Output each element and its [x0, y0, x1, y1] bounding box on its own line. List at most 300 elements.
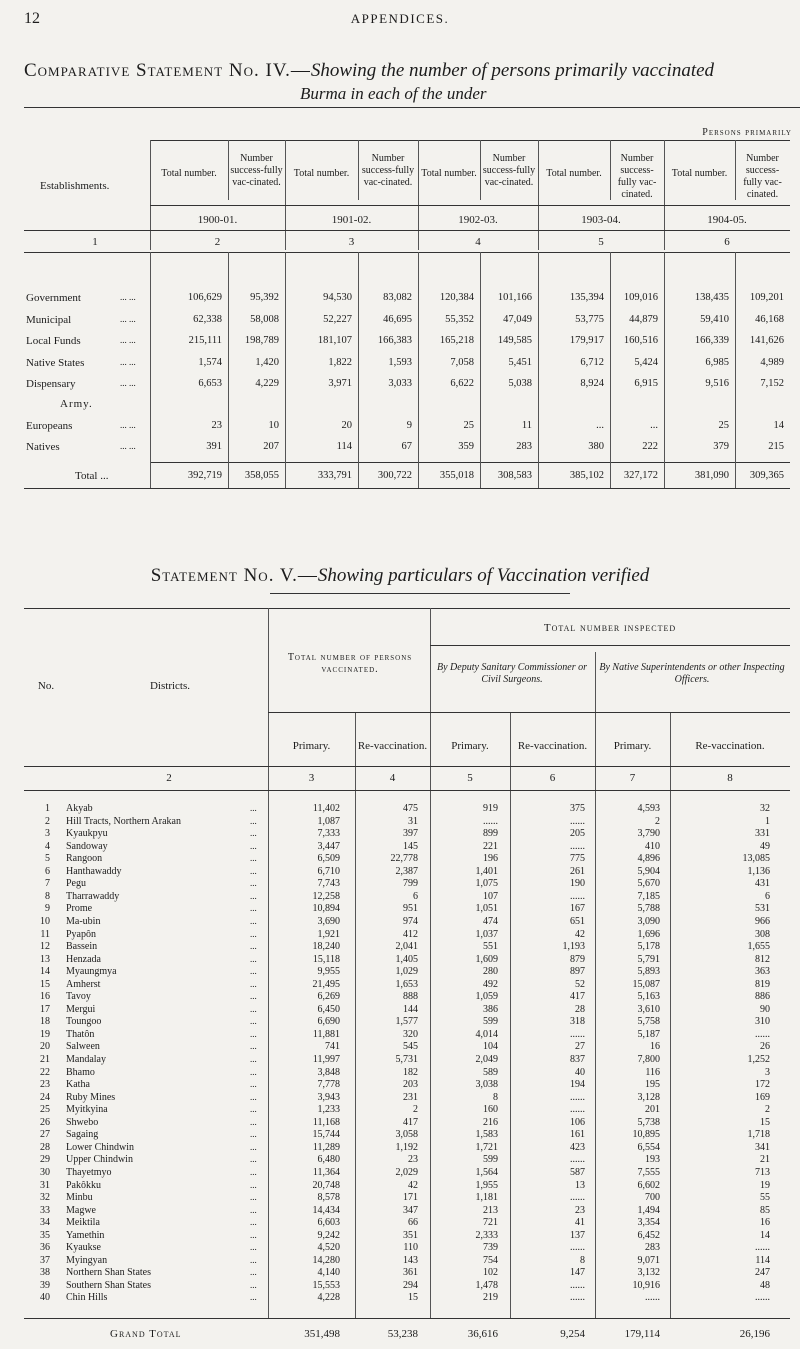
value-cell: 66	[408, 1217, 418, 1229]
rule	[24, 1318, 790, 1319]
value-cell: 42	[408, 1179, 418, 1191]
value-cell: 7,185	[637, 890, 660, 902]
value-cell: 318	[570, 1016, 585, 1028]
leader-dots: ...	[250, 853, 257, 864]
col-line	[418, 252, 419, 488]
leader-dots: ...	[250, 803, 257, 813]
value-cell: ......	[570, 1192, 585, 1204]
row-number: 15	[40, 978, 50, 990]
col-line	[735, 252, 736, 488]
value-cell: 62,338	[193, 314, 222, 325]
value-cell: 700	[645, 1192, 660, 1204]
col-total: Total number.	[293, 168, 350, 179]
col-line	[268, 608, 269, 712]
value-cell: 412	[403, 928, 418, 940]
value-cell: 6,603	[317, 1217, 340, 1229]
total-cell: 327,172	[623, 470, 658, 481]
value-cell: 6,690	[317, 1016, 340, 1028]
value-cell: 6,480	[317, 1154, 340, 1166]
value-cell: 15	[408, 1292, 418, 1304]
value-cell: 5,451	[508, 357, 532, 368]
value-cell: 143	[403, 1254, 418, 1266]
group-header: Persons primarily	[702, 127, 792, 138]
value-cell: 196	[483, 853, 498, 865]
value-cell: 222	[642, 441, 658, 452]
value-cell: 166,383	[377, 335, 412, 346]
row-label: Government	[26, 292, 81, 304]
value-cell: 1,721	[475, 1141, 498, 1153]
district-name: Lower Chindwin	[66, 1141, 135, 1153]
value-cell: 8	[493, 1091, 498, 1103]
value-cell: 107	[483, 890, 498, 902]
value-cell: 9	[406, 420, 412, 431]
row-number: 18	[40, 1016, 50, 1028]
value-cell: 1,401	[475, 865, 498, 877]
value-cell: 386	[483, 1003, 498, 1015]
leader-dots: ...	[250, 1254, 257, 1265]
value-cell: 492	[483, 978, 498, 990]
value-cell: 1,478	[475, 1279, 498, 1291]
col-success: Number success-fully vac-cinated.	[361, 153, 415, 188]
value-cell: 3,033	[388, 378, 412, 389]
value-cell: 1,252	[747, 1054, 770, 1065]
value-cell: 9,071	[637, 1254, 660, 1266]
value-cell: 1,583	[475, 1129, 498, 1141]
value-cell: 739	[483, 1242, 498, 1254]
row-number: 7	[45, 878, 50, 890]
value-cell: 1,577	[395, 1016, 418, 1028]
value-cell: 20,748	[312, 1179, 340, 1191]
row-number: 27	[40, 1129, 50, 1141]
col-primary: Primary.	[292, 740, 331, 752]
value-cell: 145	[403, 840, 418, 852]
value-cell: 380	[588, 441, 604, 452]
value-cell: 3,447	[317, 840, 340, 852]
value-cell: 5,731	[395, 1054, 418, 1065]
value-cell: 7,152	[760, 378, 784, 389]
district-name: Prome	[66, 903, 93, 915]
row-number: 19	[40, 1028, 50, 1040]
district-name: Tavoy	[66, 991, 91, 1003]
row-label: Native States	[26, 357, 85, 369]
value-cell: 951	[403, 903, 418, 915]
value-cell: 1,087	[317, 815, 340, 827]
value-cell: 1,564	[475, 1166, 498, 1178]
leader-dots: ...	[250, 1079, 257, 1090]
value-cell: 171	[403, 1192, 418, 1204]
value-cell: 167	[570, 903, 585, 915]
row-number: 23	[40, 1079, 50, 1091]
value-cell: 3,090	[637, 915, 660, 927]
total-cell: 309,365	[749, 470, 784, 481]
value-cell: 216	[483, 1116, 498, 1128]
leader-dots: ...	[250, 1166, 257, 1177]
leader-dots: ... ...	[120, 357, 136, 367]
value-cell: 44,879	[629, 314, 658, 325]
value-cell: 7,333	[317, 828, 340, 840]
value-cell: 741	[325, 1041, 340, 1053]
col-primary: Primary.	[451, 740, 489, 752]
value-cell: 83,082	[383, 292, 412, 303]
col-success: Number success-fully vac-cinated.	[617, 153, 657, 200]
col-number: 1	[92, 236, 98, 248]
value-cell: 49	[760, 840, 770, 852]
value-cell: 7,555	[637, 1166, 660, 1178]
value-cell: 5,758	[637, 1016, 660, 1028]
value-cell: 1,059	[475, 991, 498, 1003]
year-header: 1901-02.	[331, 214, 372, 226]
value-cell: 160	[483, 1104, 498, 1116]
row-number: 38	[40, 1267, 50, 1279]
district-name: Katha	[66, 1079, 90, 1091]
value-cell: 1,192	[395, 1141, 418, 1153]
col-number: 4	[389, 772, 396, 784]
value-cell: 135,394	[569, 292, 604, 303]
district-name: Toungoo	[66, 1016, 102, 1028]
value-cell: 599	[483, 1154, 498, 1166]
value-cell: 5,738	[637, 1116, 660, 1128]
value-cell: 21,495	[312, 978, 340, 990]
value-cell: 1,718	[747, 1129, 770, 1141]
value-cell: 1,029	[395, 966, 418, 978]
value-cell: 1,653	[395, 978, 418, 990]
value-cell: 120,384	[439, 292, 474, 303]
value-cell: 391	[206, 441, 222, 452]
value-cell: 812	[755, 953, 770, 965]
row-number: 36	[40, 1242, 50, 1254]
col-no: No.	[37, 680, 55, 692]
value-cell: 3,354	[637, 1217, 660, 1229]
leader-dots: ...	[250, 1016, 257, 1027]
value-cell: 46,695	[383, 314, 412, 325]
value-cell: 7,743	[317, 878, 340, 890]
value-cell: 545	[403, 1041, 418, 1053]
value-cell: 160,516	[623, 335, 658, 346]
col-line	[610, 140, 611, 200]
row-number: 40	[40, 1292, 50, 1304]
value-cell: 6,452	[637, 1229, 660, 1241]
value-cell: 1,181	[475, 1192, 498, 1204]
leader-dots: ...	[250, 991, 257, 1002]
value-cell: 551	[483, 941, 498, 953]
col-revaccination: Re-vaccination.	[695, 740, 765, 752]
grand-total-cell: 53,238	[387, 1328, 418, 1340]
statement5-title-italic: Showing particulars of Vaccination verified	[317, 565, 650, 586]
value-cell: 280	[483, 966, 498, 978]
value-cell: 90	[760, 1003, 770, 1015]
rule	[270, 593, 570, 594]
value-cell: 1,696	[637, 928, 660, 940]
col-line	[358, 140, 359, 200]
value-cell: 3,610	[637, 1003, 660, 1015]
value-cell: 52,227	[323, 314, 352, 325]
total-cell: 381,090	[694, 470, 729, 481]
value-cell: 116	[645, 1066, 660, 1078]
value-cell: 431	[755, 878, 770, 890]
row-label: Natives	[26, 441, 60, 453]
value-cell: 6	[765, 890, 770, 902]
value-cell: 1,051	[475, 903, 498, 915]
value-cell: 5,038	[508, 378, 532, 389]
value-cell: 53,775	[575, 314, 604, 325]
value-cell: 11,402	[312, 803, 340, 814]
row-number: 34	[40, 1217, 50, 1229]
leader-dots: ...	[250, 1279, 257, 1290]
col-line	[538, 140, 539, 250]
value-cell: 799	[403, 878, 418, 890]
leader-dots: ... ...	[120, 292, 136, 302]
district-name: Bhamo	[66, 1066, 95, 1078]
district-name: Pakôkku	[66, 1179, 101, 1191]
col-line	[228, 252, 229, 488]
district-name: Kyaukse	[66, 1242, 101, 1254]
leader-dots: ...	[250, 1242, 257, 1253]
value-cell: 10,916	[632, 1279, 660, 1291]
value-cell: 14,434	[312, 1204, 340, 1216]
value-cell: 6,554	[637, 1141, 660, 1153]
value-cell: 95,392	[250, 292, 279, 303]
value-cell: 213	[483, 1204, 498, 1216]
value-cell: 8	[580, 1254, 585, 1266]
value-cell: 10,895	[632, 1129, 660, 1141]
col-line	[150, 140, 151, 250]
district-name: Akyab	[66, 803, 93, 814]
value-cell: 6,450	[317, 1003, 340, 1015]
row-label: Municipal	[26, 314, 72, 326]
value-cell: 4,014	[475, 1028, 498, 1040]
value-cell: 341	[755, 1141, 770, 1153]
value-cell: 14	[773, 420, 784, 431]
district-name: Myaungmya	[66, 966, 117, 978]
value-cell: 308	[755, 928, 770, 940]
sub-native: By Native Superintendents or other Inspecting Officers.	[599, 662, 785, 685]
leader-dots: ... ...	[120, 378, 136, 388]
value-cell: 55	[760, 1192, 770, 1204]
value-cell: ......	[570, 1091, 585, 1103]
value-cell: 110	[403, 1242, 418, 1254]
value-cell: 7,058	[450, 357, 474, 368]
row-number: 25	[40, 1104, 50, 1116]
value-cell: 11,364	[312, 1166, 340, 1178]
value-cell: 11,997	[312, 1054, 340, 1065]
col-total: Total number.	[546, 168, 602, 179]
value-cell: 4,228	[317, 1292, 340, 1304]
value-cell: ......	[755, 1028, 770, 1040]
grand-total-cell: 179,114	[624, 1328, 660, 1340]
value-cell: 375	[570, 803, 585, 814]
value-cell: ...	[650, 420, 658, 431]
value-cell: 55,352	[445, 314, 474, 325]
col-districts: Districts.	[149, 680, 191, 692]
district-name: Tharrawaddy	[66, 890, 120, 902]
value-cell: 147	[570, 1267, 585, 1279]
value-cell: 18,240	[312, 941, 340, 953]
value-cell: 474	[483, 915, 498, 927]
divider	[24, 107, 800, 108]
district-name: Northern Shan States	[66, 1267, 151, 1279]
value-cell: 15	[760, 1116, 770, 1128]
col-line	[735, 140, 736, 200]
value-cell: 5,788	[637, 903, 660, 915]
value-cell: ......	[645, 1292, 660, 1304]
col-number: 8	[727, 772, 733, 784]
value-cell: ......	[570, 1279, 585, 1291]
value-cell: 5,424	[634, 357, 658, 368]
value-cell: 819	[755, 978, 770, 990]
grand-total-cell: 9,254	[560, 1328, 585, 1340]
district-name: Upper Chindwin	[66, 1154, 133, 1166]
value-cell: 599	[483, 1016, 498, 1028]
value-cell: 14,280	[312, 1254, 340, 1266]
value-cell: 46,168	[755, 314, 784, 325]
col-line	[480, 252, 481, 488]
value-cell: 9,955	[317, 966, 340, 978]
row-number: 8	[45, 890, 50, 902]
value-cell: 16	[760, 1217, 770, 1229]
district-name: Meiktila	[66, 1217, 100, 1229]
total-label: Total ...	[75, 470, 109, 482]
value-cell: 6,622	[450, 378, 474, 389]
row-number: 33	[40, 1204, 50, 1216]
value-cell: 8,578	[317, 1192, 340, 1204]
value-cell: 5,893	[637, 966, 660, 978]
value-cell: 26	[760, 1041, 770, 1053]
value-cell: 423	[570, 1141, 585, 1153]
col-number: 6	[549, 772, 556, 784]
value-cell: 1,655	[747, 941, 770, 953]
value-cell: 6,712	[580, 357, 604, 368]
value-cell: 379	[713, 441, 729, 452]
row-number: 3	[45, 828, 50, 840]
value-cell: 203	[403, 1079, 418, 1091]
value-cell: 3,971	[328, 378, 352, 389]
value-cell: 102	[483, 1267, 498, 1279]
value-cell: 5,904	[637, 865, 660, 877]
row-number: 28	[40, 1141, 50, 1153]
col-revaccination: Re-vaccination.	[517, 740, 588, 752]
row-number: 20	[40, 1041, 50, 1053]
value-cell: 9,516	[705, 378, 729, 389]
value-cell: 9,242	[317, 1229, 340, 1241]
row-label: Dispensary	[26, 378, 76, 390]
row-number: 5	[45, 853, 50, 865]
leader-dots: ...	[250, 1292, 257, 1303]
value-cell: 1,136	[747, 865, 770, 877]
value-cell: 2	[413, 1104, 418, 1116]
value-cell: 106	[570, 1116, 585, 1128]
row-number: 2	[45, 815, 50, 827]
leader-dots: ... ...	[120, 441, 136, 451]
value-cell: 4,140	[317, 1267, 340, 1279]
value-cell: 141,626	[749, 335, 784, 346]
value-cell: 3,038	[475, 1079, 498, 1091]
year-header: 1900-01.	[197, 214, 238, 226]
leader-dots: ... ...	[120, 335, 136, 345]
value-cell: 475	[403, 803, 418, 814]
value-cell: 3,128	[637, 1091, 660, 1103]
value-cell: 5,791	[637, 953, 660, 965]
district-name: Shwebo	[66, 1116, 99, 1128]
value-cell: 41	[575, 1217, 585, 1229]
value-cell: 215	[768, 441, 784, 452]
row-number: 26	[40, 1116, 50, 1128]
value-cell: 67	[401, 441, 412, 452]
row-number: 4	[45, 840, 50, 852]
value-cell: 215,111	[188, 335, 222, 346]
grand-total-cell: 351,498	[304, 1328, 340, 1340]
value-cell: 5,187	[637, 1028, 660, 1040]
value-cell: ...	[596, 420, 604, 431]
leader-dots: ...	[250, 1217, 257, 1228]
col-number: 5	[598, 236, 604, 248]
col-number: 7	[629, 772, 636, 784]
value-cell: 31	[408, 815, 418, 827]
value-cell: 4,229	[255, 378, 279, 389]
rule	[24, 230, 790, 231]
value-cell: ......	[755, 1242, 770, 1254]
col-success: Number success-fully vac-cinated.	[743, 153, 782, 200]
value-cell: 109,016	[623, 292, 658, 303]
rule	[24, 790, 790, 791]
grand-total-cell: 26,196	[739, 1328, 770, 1340]
value-cell: 114	[336, 441, 352, 452]
value-cell: 221	[483, 840, 498, 852]
value-cell: 1,955	[475, 1179, 498, 1191]
grand-total-label: Grand Total	[110, 1328, 182, 1340]
value-cell: 6,915	[634, 378, 658, 389]
col-number: 2	[214, 236, 221, 248]
row-number: 30	[40, 1166, 50, 1178]
value-cell: 4,989	[760, 357, 784, 368]
value-cell: 15,087	[632, 978, 660, 990]
value-cell: ......	[570, 815, 585, 827]
col-line	[480, 140, 481, 200]
district-name: Myingyan	[66, 1254, 108, 1266]
row-number: 14	[40, 966, 50, 978]
group-inspected: Total number inspected	[543, 622, 677, 634]
value-cell: 40	[575, 1066, 585, 1078]
value-cell: 15,744	[312, 1129, 340, 1141]
district-name: Rangoon	[66, 853, 103, 865]
value-cell: 310	[755, 1016, 770, 1028]
value-cell: 283	[516, 441, 532, 452]
rule	[24, 608, 790, 609]
value-cell: 27	[575, 1041, 585, 1053]
value-cell: 754	[483, 1254, 498, 1266]
value-cell: 531	[755, 903, 770, 915]
col-line	[358, 252, 359, 488]
value-cell: ......	[570, 1154, 585, 1166]
value-cell: 6,985	[705, 357, 729, 368]
district-name: Pyapôn	[66, 928, 96, 940]
value-cell: 5,670	[637, 878, 660, 890]
district-name: Kyaukpyu	[66, 828, 108, 840]
value-cell: 2,029	[395, 1166, 418, 1178]
value-cell: 331	[755, 828, 770, 840]
total-cell: 355,018	[439, 470, 474, 481]
col-line	[228, 140, 229, 200]
row-number: 16	[40, 991, 50, 1003]
value-cell: 351	[403, 1229, 418, 1241]
row-label: Local Funds	[26, 335, 81, 347]
value-cell: 231	[403, 1091, 418, 1103]
row-number: 32	[40, 1192, 50, 1204]
value-cell: 1,574	[198, 357, 222, 368]
value-cell: 42	[575, 928, 585, 940]
value-cell: 899	[483, 828, 498, 840]
value-cell: 359	[458, 441, 474, 452]
district-name: Hanthawaddy	[66, 865, 122, 877]
